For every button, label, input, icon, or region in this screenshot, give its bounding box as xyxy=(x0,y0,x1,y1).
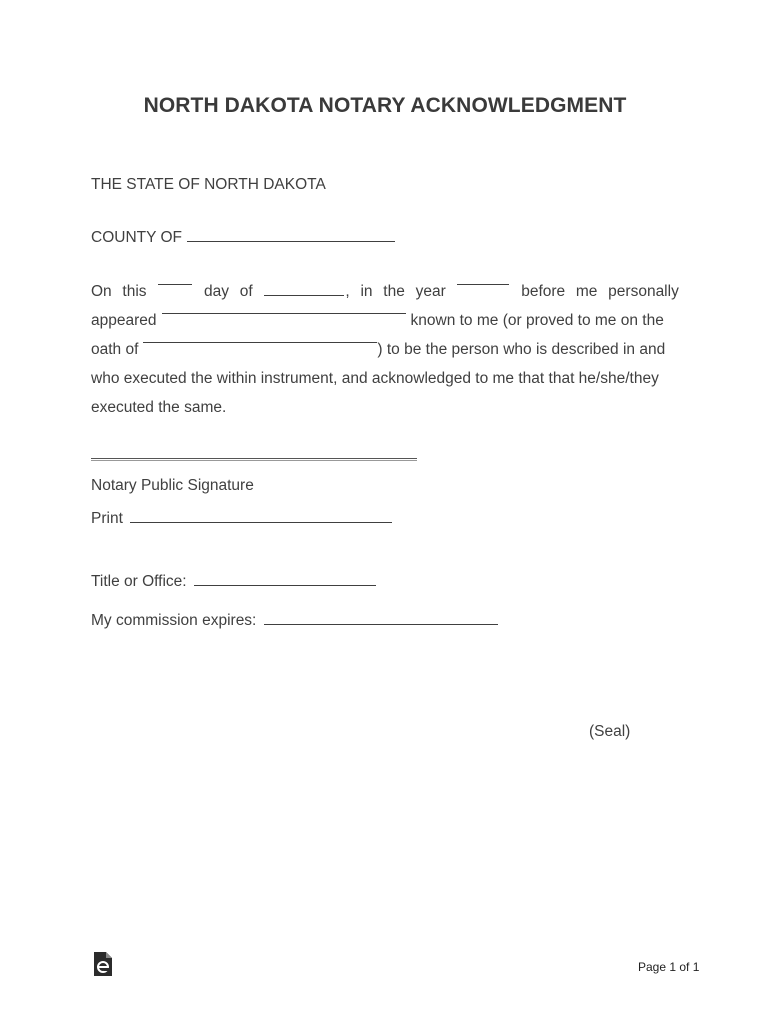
county-label: COUNTY OF xyxy=(91,229,182,246)
appeared-label: appeared xyxy=(91,312,157,329)
print-blank[interactable] xyxy=(130,521,392,523)
notary-signature-label: Notary Public Signature xyxy=(91,477,254,494)
word: year xyxy=(415,283,446,300)
year-blank[interactable] xyxy=(457,283,509,285)
county-blank[interactable] xyxy=(187,240,395,242)
word: this xyxy=(122,283,147,300)
signature-line[interactable] xyxy=(91,458,417,459)
print-label: Print xyxy=(91,510,123,527)
appeared-blank[interactable] xyxy=(162,312,406,314)
known-text: known to me (or proved to me on the xyxy=(410,312,664,329)
word: the xyxy=(383,283,405,300)
paragraph-line-4: who executed the within instrument, and acknowledged to me that that he/she/they xyxy=(91,370,659,387)
month-blank[interactable] xyxy=(264,294,344,296)
oath-label: oath of xyxy=(91,341,139,358)
page-number: Page 1 of 1 xyxy=(638,960,700,974)
paragraph-line-3 xyxy=(91,341,679,359)
paragraph-line-1 xyxy=(91,283,679,301)
word: day xyxy=(204,283,230,300)
eforms-logo-icon xyxy=(94,952,112,976)
signature-line-shadow xyxy=(91,460,417,461)
word: personally xyxy=(608,283,679,300)
commission-line xyxy=(91,612,499,630)
paragraph-line-2 xyxy=(91,312,679,330)
oath-blank[interactable] xyxy=(143,341,377,343)
title-office-blank[interactable] xyxy=(194,584,376,586)
word: On xyxy=(91,283,112,300)
commission-blank[interactable] xyxy=(264,623,498,625)
county-line xyxy=(91,229,396,247)
word: in xyxy=(360,283,373,300)
word: me xyxy=(575,283,598,300)
day-blank[interactable] xyxy=(158,283,192,285)
month-field: , xyxy=(263,283,349,301)
commission-label: My commission expires: xyxy=(91,612,257,629)
print-line xyxy=(91,510,393,528)
word: of xyxy=(239,283,253,300)
word: before xyxy=(521,283,566,300)
oath-text: ) to be the person who is described in and xyxy=(377,341,666,358)
paragraph-line-5: executed the same. xyxy=(91,399,227,416)
seal-label: (Seal) xyxy=(589,723,631,740)
title-office-label: Title or Office: xyxy=(91,573,187,590)
document-title: NORTH DAKOTA NOTARY ACKNOWLEDGMENT xyxy=(143,94,627,117)
title-office-line xyxy=(91,573,377,591)
state-line: THE STATE OF NORTH DAKOTA xyxy=(91,176,326,193)
